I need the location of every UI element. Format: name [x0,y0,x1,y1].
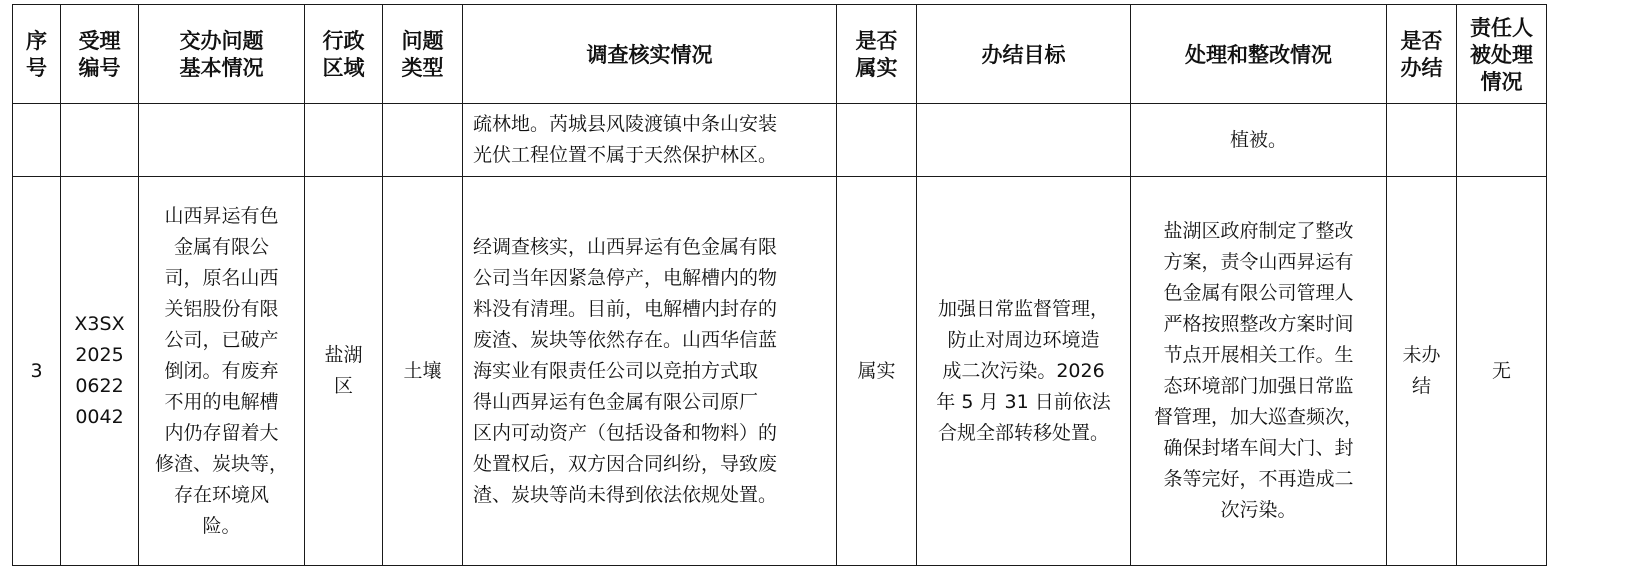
cell-acceptance-no: X3SX 2025 0622 0042 [61,177,139,566]
cell-seq: 3 [13,177,61,566]
cell-empty [139,104,305,177]
header-acceptance-no: 受理 编号 [61,5,139,104]
header-is-true: 是否 属实 [837,5,917,104]
table-row-continued [13,104,1547,177]
cell-is-true: 属实 [837,177,917,566]
header-issue-type: 问题 类型 [383,5,463,104]
header-seq: 序 号 [13,5,61,104]
header-investigation: 调查核实情况 [463,5,837,104]
cell-empty [1387,104,1457,177]
cell-investigation: 经调查核实，山西昇运有色金属有限 公司当年因紧急停产，电解槽内的物 料没有清理。目前，电解槽内封存的 废渣、炭块等依然存在。山西华信蓝 海实业有限责任公司以竞拍方式取 得山西昇运有色金属有限公司原厂 区内可动资产（包括设备和物料）的 处置权后，双方因合同纠纷，导致废 渣、炭块等尚未得到依法依规处置。 [463,177,837,566]
cell-investigation-continued: 疏林地。芮城县风陵渡镇中条山安装 光伏工程位置不属于天然保护林区。 [463,104,837,177]
header-is-closed: 是否 办结 [1387,5,1457,104]
cell-empty [305,104,383,177]
cell-closing-goal: 加强日常监督管理， 防止对周边环境造 成二次污染。2026 年 5 月 31 日前依法 合规全部转移处置。 [917,177,1131,566]
cell-issue-type: 土壤 [383,177,463,566]
cell-empty [383,104,463,177]
header-closing-goal: 办结目标 [917,5,1131,104]
header-responsible-person: 责任人 被处理 情况 [1457,5,1547,104]
cell-empty [837,104,917,177]
header-row [13,5,1547,104]
cell-handling-continued: 植被。 [1131,104,1387,177]
cell-responsible-person: 无 [1457,177,1547,566]
cell-issue-basic: 山西昇运有色 金属有限公 司，原名山西 关铝股份有限 公司，已破产 倒闭。有废弃 不用的电解槽 内仍存留着大 修渣、炭块等， 存在环境风 险。 [139,177,305,566]
cell-empty [917,104,1131,177]
cell-empty [61,104,139,177]
header-admin-region: 行政 区域 [305,5,383,104]
table-row [13,177,1547,566]
header-handling-rectification: 处理和整改情况 [1131,5,1387,104]
cell-handling-rectification: 盐湖区政府制定了整改 方案，责令山西昇运有 色金属有限公司管理人 严格按照整改方案时间 节点开展相关工作。生 态环境部门加强日常监 督管理，加大巡查频次， 确保封堵车间大门、封 条等完好，不再造成二 次污染。 [1131,177,1387,566]
cell-empty [13,104,61,177]
cell-admin-region: 盐湖 区 [305,177,383,566]
cell-empty [1457,104,1547,177]
header-issue-basic: 交办问题 基本情况 [139,5,305,104]
issues-table [12,4,1547,566]
cell-is-closed: 未办 结 [1387,177,1457,566]
